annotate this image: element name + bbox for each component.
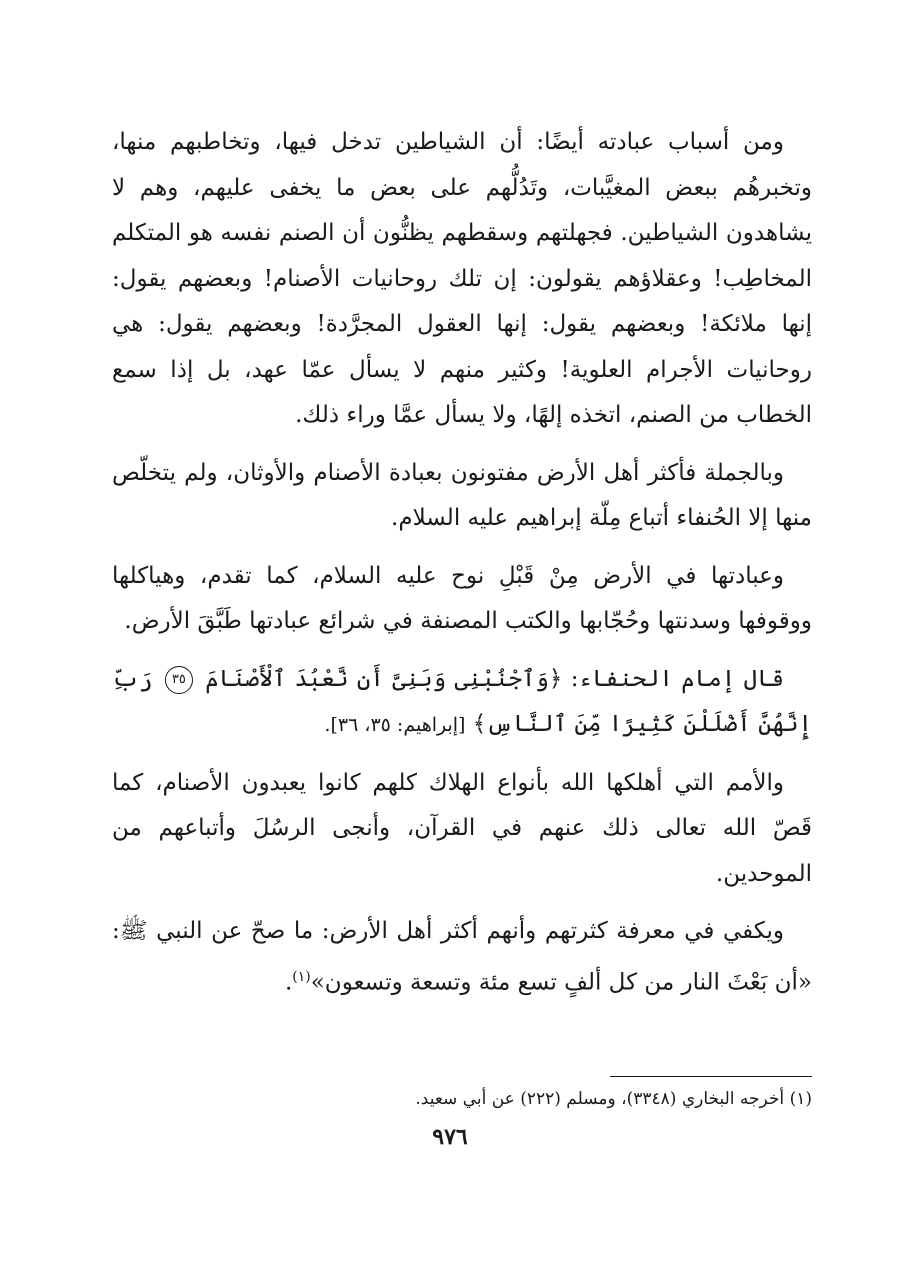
- verse-citation: [إبراهيم: ٣٥، ٣٦].: [324, 714, 466, 736]
- paragraph-2: وبالجملة فأكثر أهل الأرض مفتونون بعبادة الأصنام والأوثان، ولم يتخلّص منها إلا الحُنفاء أتباع مِلّة إبراهيم عليه السلام.: [112, 459, 812, 531]
- footnote-marker: (١): [789, 1089, 812, 1109]
- verse-open-bracket: ﴿: [548, 665, 563, 692]
- main-text: [112, 120, 812, 1018]
- footnote-separator: [610, 1076, 812, 1077]
- paragraph-1: ومن أسباب عبادته أيضًا: أن الشياطين تدخل فيها، وتخاطبهم منها، وتخبرهُم ببعض المغيَّبات، وتَدُلُّهم على بعض ما يخفى عليهم، وهم لا يشاهدون الشياطين. فجهلتهم وسقطهم يظنُّون أن الصنم نفسه هو المتكلم المخاطِب! وعقلاؤهم يقولون: إن تلك روحانيات الأصنام! وبعضهم يقول: إنها ملائكة! وبعضهم يقول: إنها العقول المجرَّدة! وبعضهم يقول: هي روحانيات الأجرام العلوية! وكثير منهم لا يسأل عمّا عهد، بل إذا سمع الخطاب من الصنم، اتخذه إلهًا، ولا يسأل عمَّا وراء ذلك.: [112, 129, 812, 428]
- verse-part-2: رَبِّ إِنَّهُنَّ أَضْلَلْنَ كَثِيرًا مِّنَ ٱلنَّاسِ: [112, 665, 812, 737]
- verse-close-bracket: ﴾: [472, 711, 487, 737]
- paragraph-6-end: .: [284, 969, 293, 996]
- paragraph-3: وعبادتها في الأرض مِنْ قَبْلِ نوح عليه السلام، كما تقدم، وهياكلها ووقوفها وسدنتها وحُجّابها والكتب المصنفة في شرائع عبادتها طَبَّقَ الأرض.: [112, 562, 812, 634]
- page-number: ٩٧٦: [432, 1124, 468, 1150]
- paragraph-6: [112, 909, 812, 1006]
- paragraph-5: والأمم التي أهلكها الله بأنواع الهلاك كلهم كانوا يعبدون الأصنام، كما قَصّ الله تعالى ذلك عنهم في القرآن، وأنجى الرسُلَ وأتباعهم من الموحدين.: [112, 769, 812, 887]
- ayah-number-marker: ٣٥: [165, 666, 193, 694]
- paragraph-6-text: ويكفي في معرفة كثرتهم وأنهم أكثر أهل الأرض: ما صحّ عن النبي ﷺ: «أن بَعْثَ النار من كل ألفٍ تسع مئة وتسعة وتسعون»: [112, 918, 812, 996]
- paragraph-4-quran-quote: [112, 657, 812, 749]
- quote-intro: قال إمام الحنفاء:: [570, 665, 785, 692]
- verse-part-1: وَٱجْنُبْنِى وَبَنِىَّ أَن نَّعْبُدَ ٱلْأَصْنَامَ: [205, 665, 549, 692]
- footnote: [112, 1084, 812, 1114]
- footnote-reference: (١): [292, 968, 311, 985]
- footnote-text: أخرجه البخاري (٣٣٤٨)، ومسلم (٢٢٢) عن أبي سعيد.: [415, 1089, 785, 1109]
